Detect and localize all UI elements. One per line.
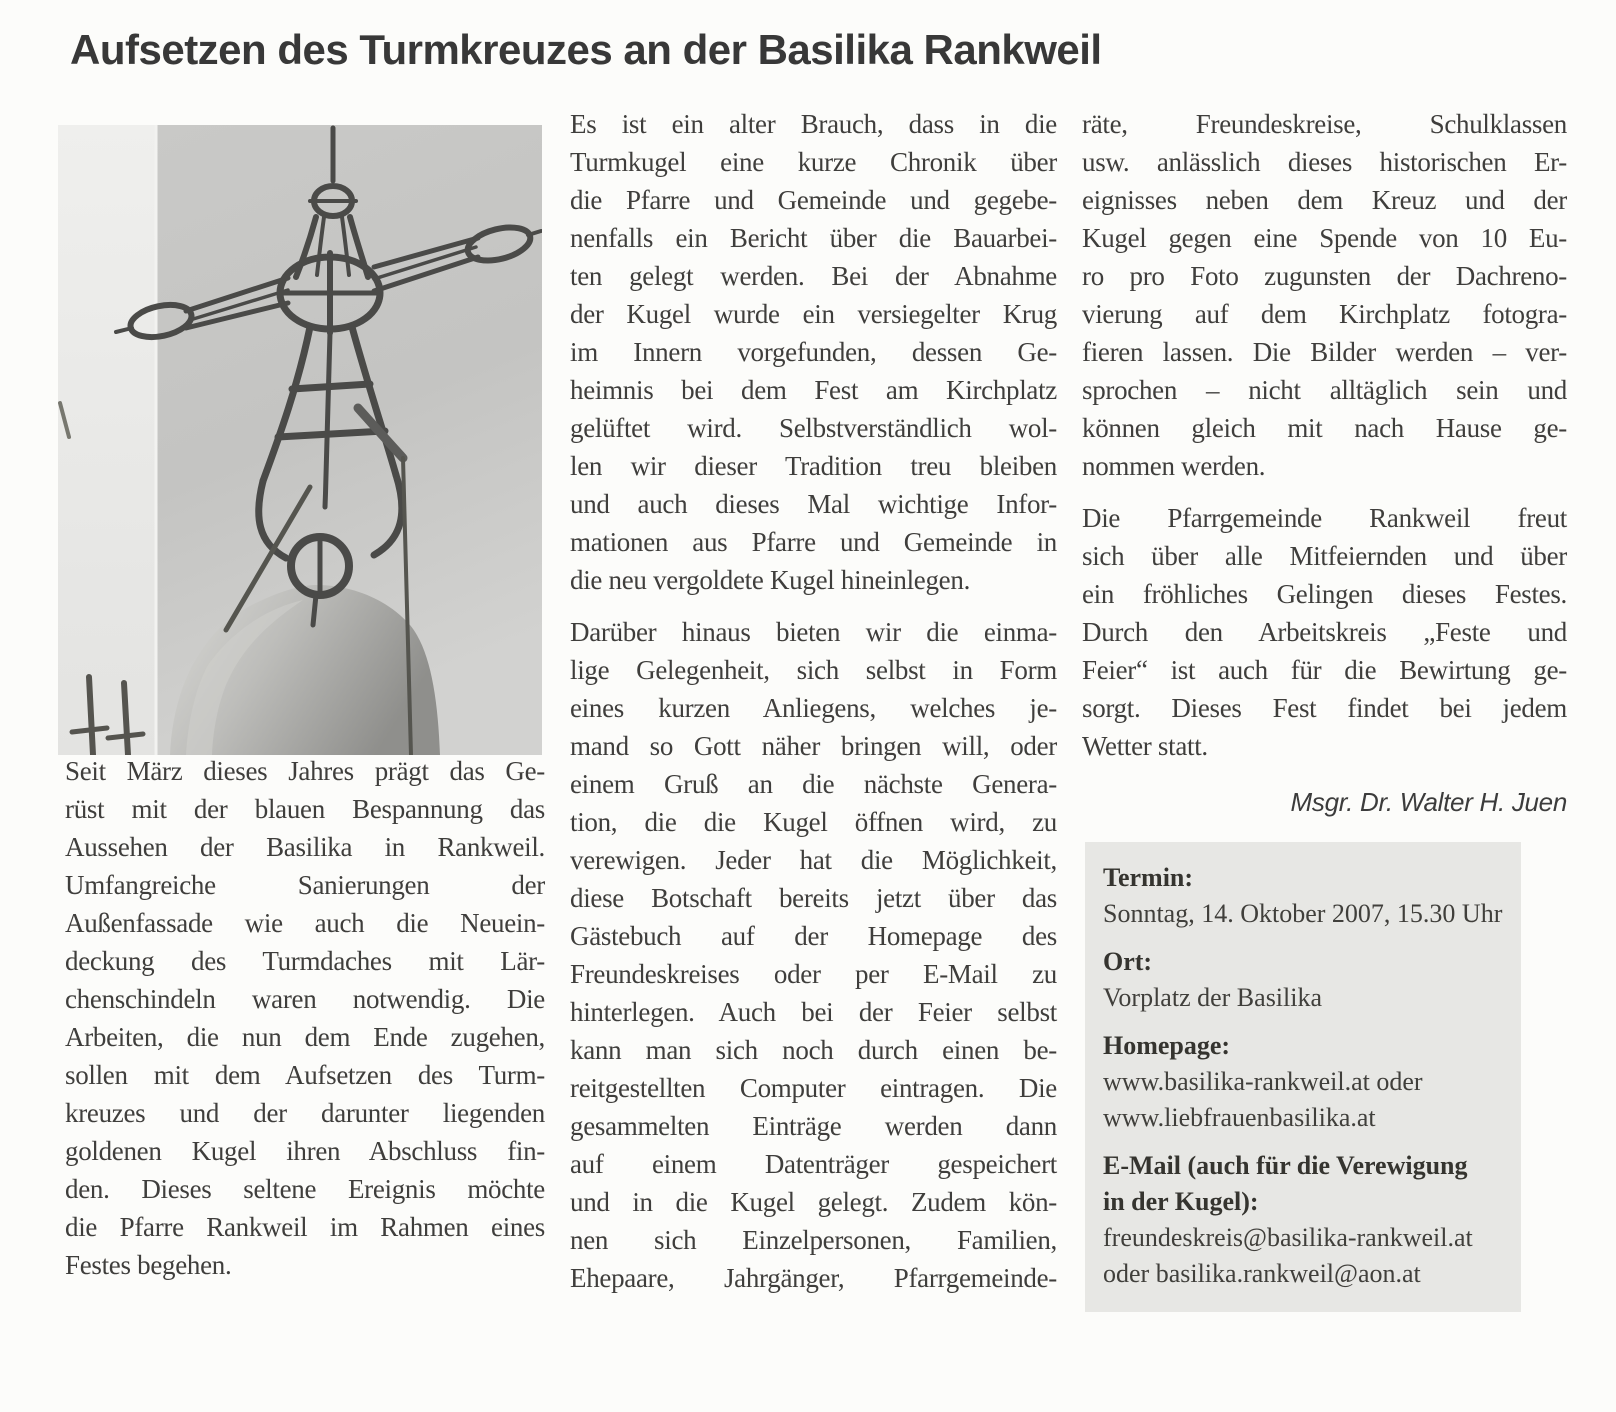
text-line: goldenen Kugel ihren Abschluss fin- xyxy=(65,1136,545,1166)
infobox-value: freundeskreis@basilika-rankweil.at xyxy=(1103,1223,1473,1252)
text-line: Gästebuch auf der Homepage des xyxy=(570,921,1057,951)
infobox-label: Homepage: xyxy=(1103,1031,1231,1060)
text-line: Aussehen der Basilika in Rankweil. xyxy=(65,832,545,862)
text-line: Festes begehen. xyxy=(65,1250,232,1280)
infobox-label: E-Mail (auch für die Verewigung xyxy=(1103,1151,1468,1180)
text-line: räte, Freundeskreise, Schulklassen xyxy=(1082,109,1567,139)
text-line: ro pro Foto zugunsten der Dachreno- xyxy=(1082,261,1567,291)
column-3-text xyxy=(1082,105,1567,765)
byline: Msgr. Dr. Walter H. Juen xyxy=(1290,787,1567,817)
text-line: die neu vergoldete Kugel hineinlegen. xyxy=(570,565,971,595)
text-line: Wetter statt. xyxy=(1082,731,1208,761)
infobox-entry xyxy=(1103,1148,1505,1292)
text-line: reitgestellten Computer eintragen. Die xyxy=(570,1073,1057,1103)
infobox-entry xyxy=(1103,944,1505,1016)
text-line: Freundeskreises oder per E-Mail zu xyxy=(570,959,1057,989)
text-line: Durch den Arbeitskreis „Feste und xyxy=(1082,617,1567,647)
text-line: auf einem Datenträger gespeichert xyxy=(570,1149,1057,1179)
event-infobox xyxy=(1085,842,1521,1312)
text-line: und auch dieses Mal wichtige Infor- xyxy=(570,489,1057,519)
infobox-label: Ort: xyxy=(1103,947,1153,976)
text-line: nen sich Einzelpersonen, Familien, xyxy=(570,1225,1057,1255)
text-line: Umfangreiche Sanierungen der xyxy=(65,870,545,900)
text-line: der Kugel wurde ein versiegelter Krug xyxy=(570,299,1057,329)
text-line: heimnis bei dem Fest am Kirchplatz xyxy=(570,375,1057,405)
text-line: mand so Gott näher bringen will, oder xyxy=(570,731,1057,761)
text-line: sprochen – nicht alltäglich sein und xyxy=(1082,375,1567,405)
text-line: einem Gruß an die nächste Genera- xyxy=(570,769,1057,799)
text-line: verewigen. Jeder hat die Möglichkeit, xyxy=(570,845,1057,875)
text-line: usw. anlässlich dieses historischen Er- xyxy=(1082,147,1567,177)
text-line: eignisses neben dem Kreuz und der xyxy=(1082,185,1567,215)
paragraph xyxy=(1082,105,1567,485)
text-line: vierung auf dem Kirchplatz fotogra- xyxy=(1082,299,1567,329)
text-line: lige Gelegenheit, sich selbst in Form xyxy=(570,655,1057,685)
paragraph xyxy=(570,613,1057,1297)
infobox-label: Termin: xyxy=(1103,863,1194,892)
text-line: tion, die die Kugel öffnen wird, zu xyxy=(570,807,1057,837)
text-line: nommen werden. xyxy=(1082,451,1266,481)
text-line: gesammelten Einträge werden dann xyxy=(570,1111,1057,1141)
text-line: hinterlegen. Auch bei der Feier selbst xyxy=(570,997,1057,1027)
text-line: kreuzes und der darunter liegenden xyxy=(65,1098,545,1128)
text-line: len wir dieser Tradition treu bleiben xyxy=(570,451,1057,481)
paragraph xyxy=(570,105,1057,599)
infobox-value: www.basilika-rankweil.at oder xyxy=(1103,1067,1423,1096)
infobox-entry xyxy=(1103,1028,1505,1136)
text-line: Feier“ ist auch für die Bewirtung ge- xyxy=(1082,655,1567,685)
text-line: nenfalls ein Bericht über die Bauarbei- xyxy=(570,223,1057,253)
tower-cross-photo-graphic xyxy=(58,125,542,755)
text-line: die Pfarre Rankweil im Rahmen eines xyxy=(65,1212,545,1242)
text-line: sollen mit dem Aufsetzen des Turm- xyxy=(65,1060,545,1090)
photo-left-strip xyxy=(58,125,156,755)
text-line: mationen aus Pfarre und Gemeinde in xyxy=(570,527,1057,557)
text-line: Turmkugel eine kurze Chronik über xyxy=(570,147,1057,177)
text-line: die Pfarre und Gemeinde und gegebe- xyxy=(570,185,1057,215)
text-line: können gleich mit nach Hause ge- xyxy=(1082,413,1567,443)
infobox-value: www.liebfrauenbasilika.at xyxy=(1103,1103,1376,1132)
paragraph xyxy=(1082,499,1567,765)
infobox-label: in der Kugel): xyxy=(1103,1187,1259,1216)
infobox-entry xyxy=(1103,860,1505,932)
text-line: gelüftet wird. Selbstverständlich wol- xyxy=(570,413,1057,443)
text-line: sorgt. Dieses Fest findet bei jedem xyxy=(1082,693,1567,723)
infobox-value: Sonntag, 14. Oktober 2007, 15.30 Uhr xyxy=(1103,899,1503,928)
text-line: ein fröhliches Gelingen dieses Festes. xyxy=(1082,579,1567,609)
text-line: den. Dieses seltene Ereignis möchte xyxy=(65,1174,545,1204)
text-line: Die Pfarrgemeinde Rankweil freut xyxy=(1082,503,1567,533)
text-line: Kugel gegen eine Spende von 10 Eu- xyxy=(1082,223,1567,253)
article-photo xyxy=(58,125,542,755)
article-title: Aufsetzen des Turmkreuzes an der Basilika Rankweil xyxy=(70,26,1102,73)
text-line: Darüber hinaus bieten wir die einma- xyxy=(570,617,1057,647)
text-line: ten gelegt werden. Bei der Abnahme xyxy=(570,261,1057,291)
infobox-value: Vorplatz der Basilika xyxy=(1103,983,1323,1012)
text-line: fieren lassen. Die Bilder werden – ver- xyxy=(1082,337,1567,367)
text-line: kann man sich noch durch einen be- xyxy=(570,1035,1057,1065)
text-line: sich über alle Mitfeiernden und über xyxy=(1082,541,1567,571)
text-line: diese Botschaft bereits jetzt über das xyxy=(570,883,1057,913)
infobox-value: oder basilika.rankweil@aon.at xyxy=(1103,1259,1421,1288)
column-1 xyxy=(65,752,545,1284)
text-line: Es ist ein alter Brauch, dass in die xyxy=(570,109,1057,139)
text-line: im Innern vorgefunden, dessen Ge- xyxy=(570,337,1057,367)
text-line: chenschindeln waren notwendig. Die xyxy=(65,984,545,1014)
text-line: Arbeiten, die nun dem Ende zugehen, xyxy=(65,1022,545,1052)
text-line: rüst mit der blauen Bespannung das xyxy=(65,794,545,824)
text-line: eines kurzen Anliegens, welches je- xyxy=(570,693,1057,723)
text-line: Außenfassade wie auch die Neuein- xyxy=(65,908,545,938)
paragraph xyxy=(65,752,545,1284)
column-2 xyxy=(570,105,1057,1297)
text-line: und in die Kugel gelegt. Zudem kön- xyxy=(570,1187,1057,1217)
text-line: Ehepaare, Jahrgänger, Pfarrgemeinde- xyxy=(570,1263,1057,1293)
text-line: deckung des Turmdaches mit Lär- xyxy=(65,946,545,976)
column-3 xyxy=(1082,105,1567,821)
text-line: Seit März dieses Jahres prägt das Ge- xyxy=(65,756,545,786)
